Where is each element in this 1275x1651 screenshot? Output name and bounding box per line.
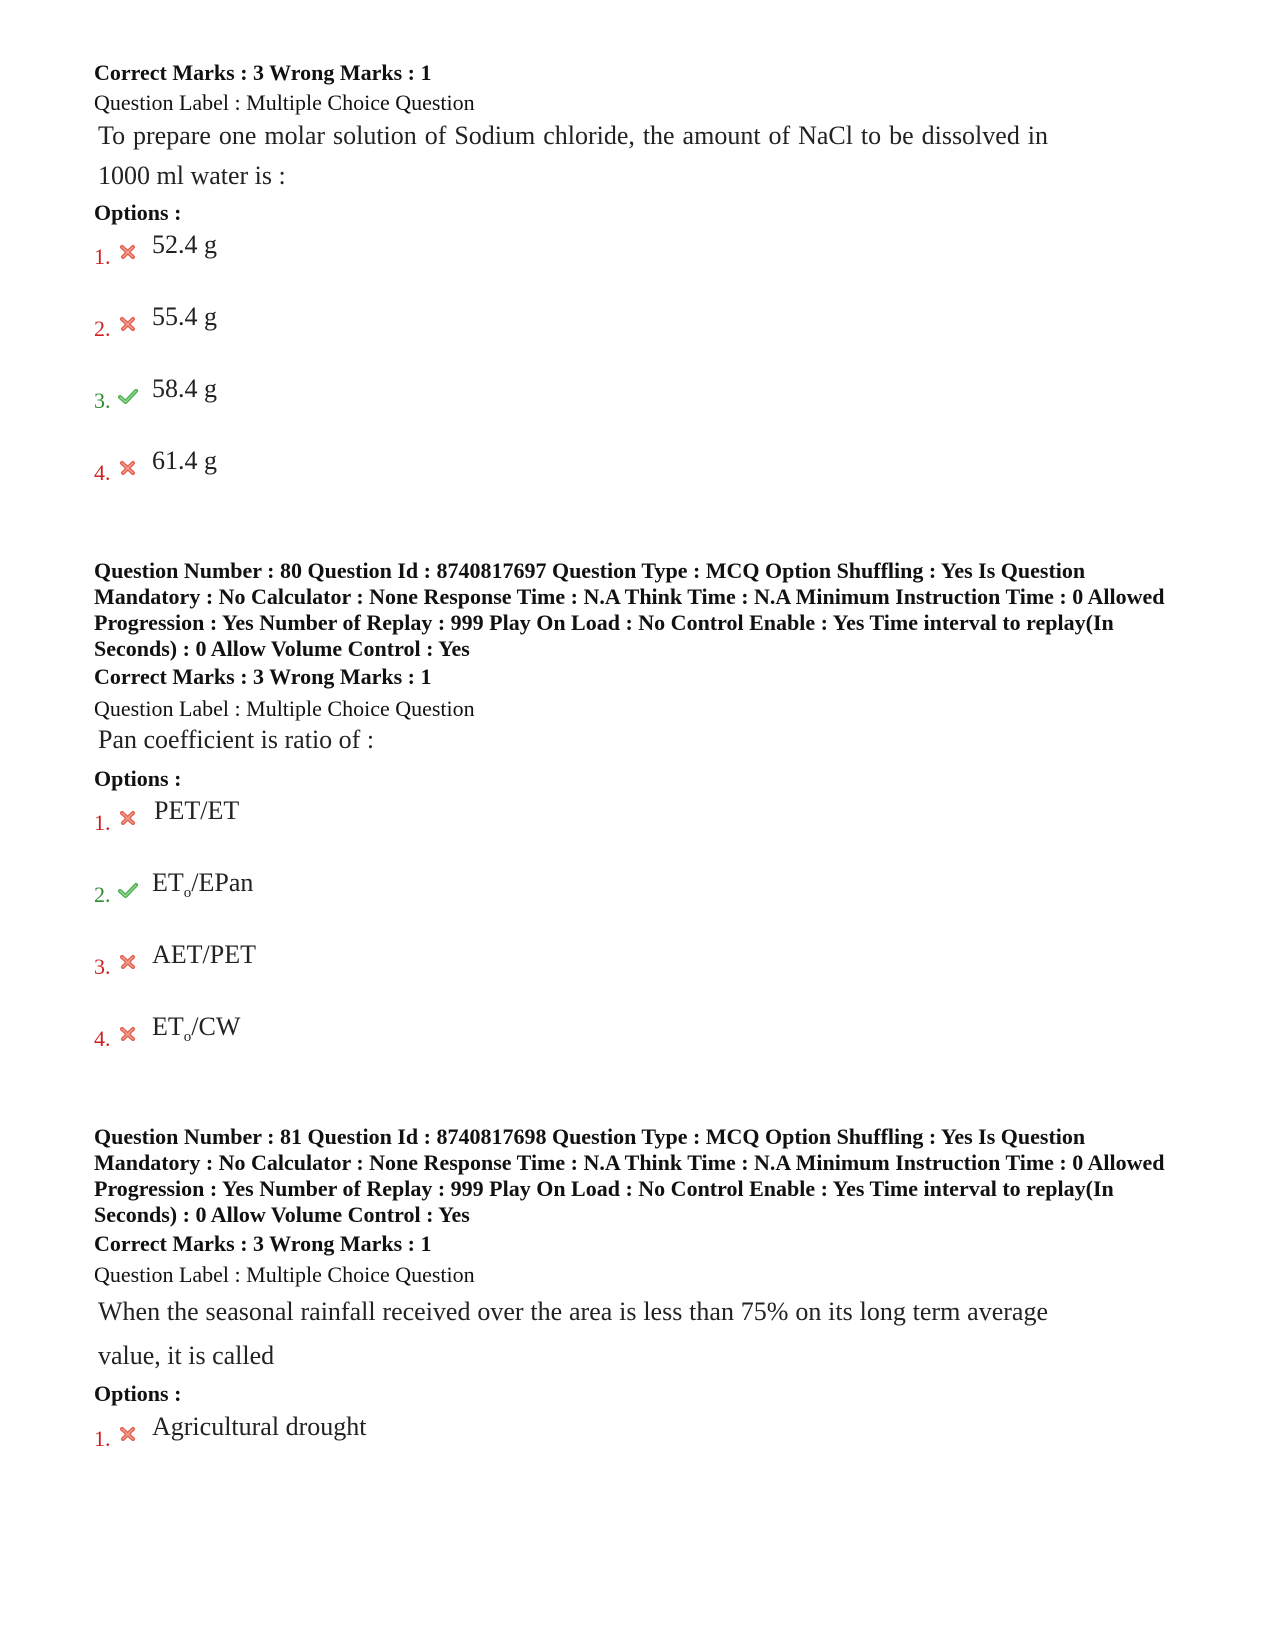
- option-value-rest: /EPan: [191, 868, 254, 897]
- option-q81-1: [94, 1412, 694, 1452]
- option-value-subscript: o: [183, 885, 192, 902]
- cross-icon: [118, 458, 138, 478]
- option-value: 58.4 g: [152, 374, 217, 403]
- option-number: 4.: [94, 460, 111, 485]
- check-icon: [118, 880, 138, 900]
- option-value-main: ET: [152, 868, 184, 897]
- option-number: 1.: [94, 1426, 111, 1451]
- option-number: 1.: [94, 244, 111, 269]
- option-q79-2: [94, 302, 694, 342]
- cross-icon: [118, 952, 138, 972]
- question-text-q81: When the seasonal rainfall received over the area is less than 75% on its long term average value, it is called: [98, 1297, 1048, 1370]
- question-text-q79: To prepare one molar solution of Sodium chloride, the amount of NaCl to be dissolved in 1000 ml water is :: [98, 121, 1048, 190]
- check-icon: [118, 386, 138, 406]
- option-value: 55.4 g: [152, 302, 217, 331]
- marks-q80: Correct Marks : 3 Wrong Marks : 1: [94, 664, 432, 689]
- option-q80-3: [94, 940, 694, 980]
- option-number: 3.: [94, 954, 111, 979]
- cross-icon: [118, 808, 138, 828]
- option-number: 3.: [94, 388, 111, 413]
- option-q80-4: [94, 1012, 694, 1052]
- option-q80-1: [94, 796, 694, 836]
- cross-icon: [118, 1024, 138, 1044]
- option-q79-1: [94, 230, 694, 270]
- option-q79-4: [94, 446, 694, 486]
- option-value: 61.4 g: [152, 446, 217, 475]
- question-meta-q80: Question Number : 80 Question Id : 8740817697 Question Type : MCQ Option Shuffling : Yes Is Question Mandatory : No Calculator : None Response Time : N.A Think Time : N.A Minimum Instruction Time : 0 Allowed Progression : Yes Number of Replay : 999 Play On Load : No Control Enable : Yes Time interval to replay(In Seconds) : 0 Allow Volume Control : Yes: [94, 558, 1165, 661]
- option-number: 4.: [94, 1026, 111, 1051]
- question-label-q79: Question Label : Multiple Choice Question: [94, 90, 475, 115]
- option-number: 2.: [94, 316, 111, 341]
- option-number: 2.: [94, 882, 111, 907]
- question-meta-q81: Question Number : 81 Question Id : 8740817698 Question Type : MCQ Option Shuffling : Yes Is Question Mandatory : No Calculator : None Response Time : N.A Think Time : N.A Minimum Instruction Time : 0 Allowed Progression : Yes Number of Replay : 999 Play On Load : No Control Enable : Yes Time interval to replay(In Seconds) : 0 Allow Volume Control : Yes: [94, 1124, 1165, 1227]
- option-value: 52.4 g: [152, 230, 217, 259]
- cross-icon: [118, 242, 138, 262]
- question-label-q81: Question Label : Multiple Choice Question: [94, 1262, 475, 1287]
- option-value: PET/ET: [154, 796, 240, 825]
- option-value: AET/PET: [152, 940, 256, 969]
- option-number: 1.: [94, 810, 111, 835]
- option-value: [152, 868, 253, 908]
- marks-q81: Correct Marks : 3 Wrong Marks : 1: [94, 1231, 432, 1256]
- options-title-q81: Options :: [94, 1381, 182, 1406]
- cross-icon: [118, 314, 138, 334]
- marks-q79: Correct Marks : 3 Wrong Marks : 1: [94, 60, 432, 85]
- option-value: Agricultural drought: [152, 1412, 367, 1441]
- option-value-main: ET: [152, 1012, 184, 1041]
- option-q79-3: [94, 374, 694, 414]
- options-title-q80: Options :: [94, 766, 182, 791]
- option-value-subscript: o: [183, 1029, 192, 1046]
- option-value: [152, 1012, 240, 1052]
- option-value-rest: /CW: [191, 1012, 241, 1041]
- option-q80-2: [94, 868, 694, 908]
- cross-icon: [118, 1424, 138, 1444]
- question-label-q80: Question Label : Multiple Choice Question: [94, 696, 475, 721]
- question-text-q80: Pan coefficient is ratio of :: [98, 725, 375, 754]
- options-title-q79: Options :: [94, 200, 182, 225]
